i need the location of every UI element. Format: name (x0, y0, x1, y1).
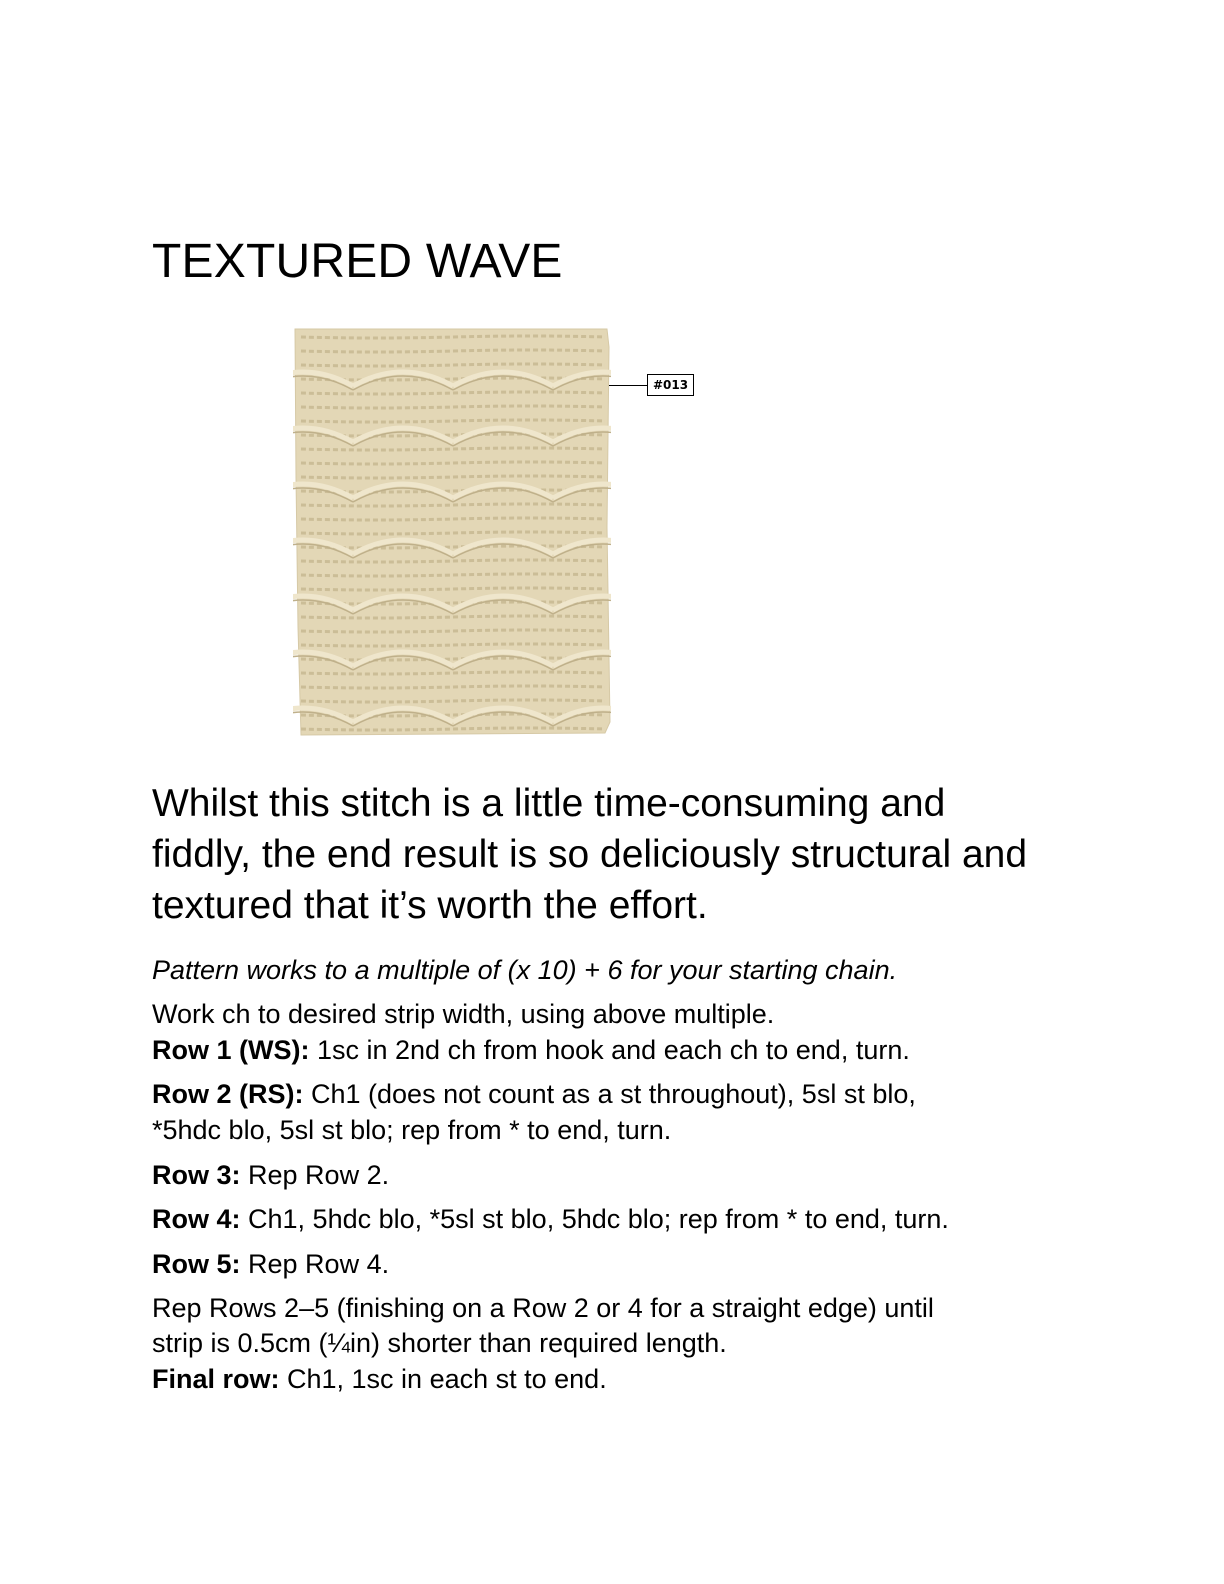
crochet-swatch-photo (293, 327, 611, 737)
multiple-note: Pattern works to a multiple of (x 10) + 6 for your starting chain. (152, 955, 898, 985)
row-5-label: Row 5: (152, 1249, 241, 1279)
callout-line (609, 385, 648, 386)
row-4-text: Ch1, 5hdc blo, *5sl st blo, 5hdc blo; rep from * to end, turn. (240, 1204, 949, 1234)
swatch-number-label: #013 (647, 374, 694, 396)
final-row-text: Ch1, 1sc in each st to end. (279, 1364, 607, 1394)
row-2-instruction-cont: *5hdc blo, 5sl st blo; rep from * to end, turn. (152, 1115, 672, 1145)
row-2-instruction (152, 1077, 1072, 1112)
repeat-instruction-cont: strip is 0.5cm (¼in) shorter than required length. (152, 1328, 727, 1358)
row-3-instruction (152, 1158, 1072, 1193)
row-2-label: Row 2 (RS): (152, 1079, 304, 1109)
row-4-label: Row 4: (152, 1204, 241, 1234)
repeat-instruction: Rep Rows 2–5 (finishing on a Row 2 or 4 for a straight edge) until (152, 1293, 934, 1323)
row-1-text: 1sc in 2nd ch from hook and each ch to end, turn. (309, 1035, 910, 1065)
row-5-instruction (152, 1247, 1072, 1282)
setup-instruction: Work ch to desired strip width, using above multiple. (152, 999, 775, 1029)
intro-paragraph: Whilst this stitch is a little time-consuming and fiddly, the end result is so deliciously structural and textured that it’s worth the effort. (152, 782, 1028, 927)
row-1-label: Row 1 (WS): (152, 1035, 310, 1065)
row-2-text: Ch1 (does not count as a st throughout), 5sl st blo, (303, 1079, 916, 1109)
page-title: TEXTURED WAVE (152, 235, 563, 288)
final-row-label: Final row: (152, 1364, 280, 1394)
swatch-image (293, 327, 611, 737)
final-row-instruction (152, 1362, 1072, 1397)
row-1-instruction (152, 1033, 1072, 1068)
row-3-label: Row 3: (152, 1160, 241, 1190)
row-4-instruction (152, 1202, 1072, 1237)
row-3-text: Rep Row 2. (240, 1160, 390, 1190)
row-5-text: Rep Row 4. (240, 1249, 390, 1279)
